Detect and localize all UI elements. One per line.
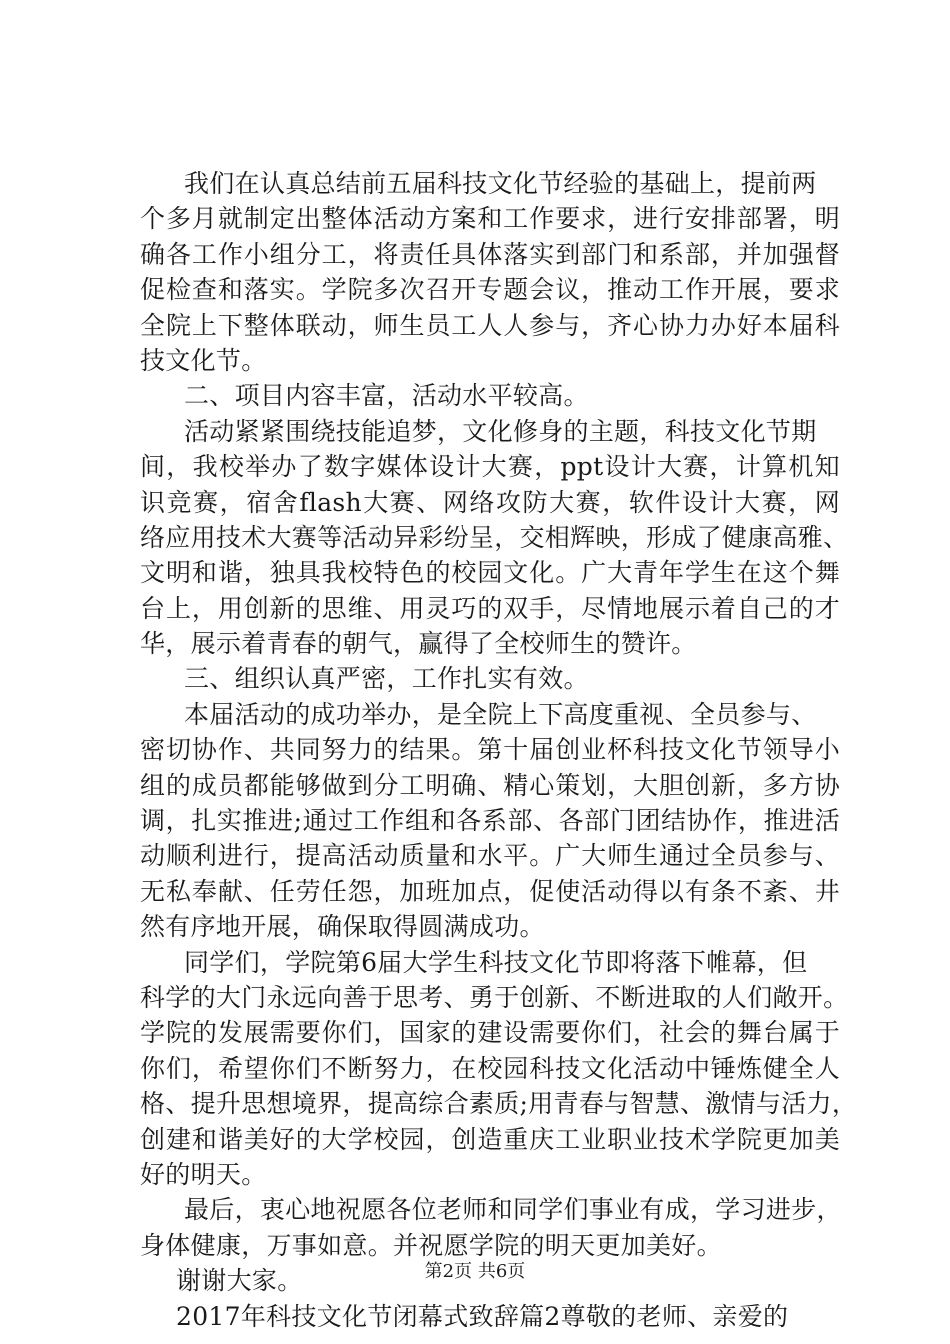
paragraph-line: 确各工作小组分工，将责任具体落实到部门和系部，并加强督 xyxy=(140,239,840,269)
paragraph-line: 谢谢大家。 xyxy=(176,1266,303,1296)
paragraph-line: 好的明天。 xyxy=(140,1159,267,1189)
paragraph-line: 活动紧紧围绕技能追梦，文化修身的主题，科技文化节期 xyxy=(184,416,817,446)
paragraph-line: 我们在认真总结前五届科技文化节经验的基础上，提前两 xyxy=(184,169,817,198)
paragraph-line: 最后，衷心地祝愿各位老师和同学们事业有成，学习进步， xyxy=(184,1195,842,1225)
paragraph-line: 身体健康，万事如意。并祝愿学院的明天更加美好。 xyxy=(140,1230,722,1260)
paragraph-line: 本届活动的成功举办，是全院上下高度重视、全员参与、 xyxy=(184,699,817,729)
section-heading: 二、项目内容丰富，活动水平较高。 xyxy=(184,381,589,411)
paragraph-line: 促检查和落实。学院多次召开专题会议，推动工作开展，要求 xyxy=(140,275,840,305)
paragraph-line: 调，扎实推进;通过工作组和各系部、各部门团结协作，推进活 xyxy=(140,806,840,836)
document-body xyxy=(140,166,858,1334)
paragraph-line: 动顺利进行，提高活动质量和水平。广大师生通过全员参与、 xyxy=(140,841,840,871)
paragraph-line: 2017年科技文化节闭幕式致辞篇2尊敬的老师、亲爱的 xyxy=(176,1301,789,1331)
paragraph-line: 识竞赛，宿舍flash大赛、网络攻防大赛，软件设计大赛，网 xyxy=(140,487,840,517)
paragraph-line: 无私奉献、任劳任怨，加班加点，促使活动得以有条不紊、井 xyxy=(140,876,840,906)
paragraph-line: 华，展示着青春的朝气，赢得了全校师生的赞许。 xyxy=(140,629,697,659)
paragraph-line: 间，我校举办了数字媒体设计大赛，ppt设计大赛，计算机知 xyxy=(140,452,840,482)
paragraph-line: 科学的大门永远向善于思考、勇于创新、不断进取的人们敞开。 xyxy=(140,982,849,1012)
paragraph-line: 组的成员都能够做到分工明确、精心策划，大胆创新，多方协 xyxy=(140,770,840,800)
paragraph-line: 创建和谐美好的大学校园，创造重庆工业职业技术学院更加美 xyxy=(140,1124,840,1154)
paragraph-line: 格、提升思想境界，提高综合素质;用青春与智慧、激情与活力， xyxy=(140,1089,858,1119)
paragraph-line: 技文化节。 xyxy=(140,345,267,375)
paragraph-line: 台上，用创新的思维、用灵巧的双手，尽情地展示着自己的才 xyxy=(140,593,840,623)
paragraph-line: 学院的发展需要你们，国家的建设需要你们，社会的舞台属于 xyxy=(140,1018,840,1048)
paragraph-line: 然有序地开展，确保取得圆满成功。 xyxy=(140,912,545,942)
paragraph-line: 你们，希望你们不断努力，在校园科技文化活动中锤炼健全人 xyxy=(140,1053,840,1083)
paragraph-line: 密切协作、共同努力的结果。第十届创业杯科技文化节领导小 xyxy=(140,735,840,765)
section-heading: 三、组织认真严密，工作扎实有效。 xyxy=(184,664,589,694)
page-number-footer: 第2页 共6页 xyxy=(424,1261,526,1282)
paragraph-line: 同学们，学院第6届大学生科技文化节即将落下帷幕，但 xyxy=(184,947,808,977)
paragraph-line: 络应用技术大赛等活动异彩纷呈，交相辉映，形成了健康高雅、 xyxy=(140,522,849,552)
paragraph-line: 全院上下整体联动，师生员工人人参与，齐心协力办好本届科 xyxy=(140,310,840,340)
paragraph-line: 文明和谐，独具我校特色的校园文化。广大青年学生在这个舞 xyxy=(140,558,840,588)
paragraph-line: 个多月就制定出整体活动方案和工作要求，进行安排部署，明 xyxy=(140,204,840,234)
